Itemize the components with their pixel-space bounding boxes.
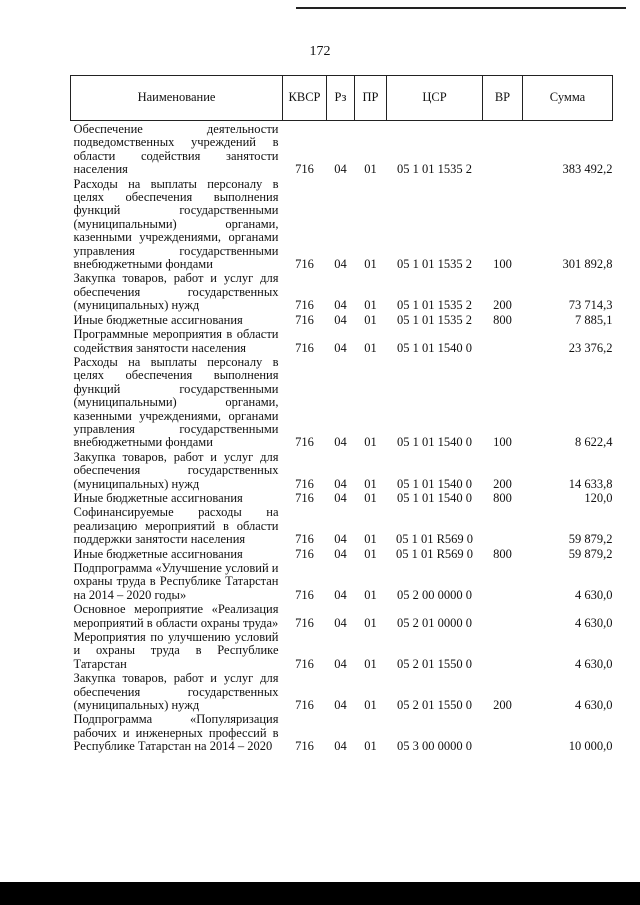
row-csr: 05 1 01 1535 2: [397, 312, 472, 327]
table-row: [71, 562, 613, 603]
header-pr: ПР: [355, 76, 387, 121]
table-row: [71, 631, 613, 672]
row-sum: 301 892,8: [562, 257, 613, 272]
row-rz: 04: [334, 532, 347, 547]
row-kvsr: 716: [295, 546, 314, 561]
row-name: Закупка товаров, работ и услуг для обеспечения государственных (муниципальных) нужд: [73, 271, 279, 313]
row-name: Иные бюджетные ассигнования: [73, 546, 243, 561]
scan-edge-bar: [0, 882, 640, 905]
row-sum: 120,0: [584, 490, 613, 505]
row-pr: 01: [364, 162, 377, 177]
row-csr: 05 1 01 1535 2: [397, 162, 472, 177]
row-csr: 05 2 01 0000 0: [397, 615, 472, 630]
row-rz: 04: [334, 298, 347, 313]
row-vr: [483, 121, 523, 178]
row-csr: 05 1 01 1535 2: [397, 257, 472, 272]
row-vr: 100: [493, 257, 512, 272]
row-name: Основное мероприятие «Реализация мероприятий в области охраны труда»: [73, 602, 279, 630]
row-pr: 01: [364, 257, 377, 272]
table-row: [71, 356, 613, 451]
row-vr: [483, 713, 523, 754]
table-row: [71, 672, 613, 713]
row-pr: 01: [364, 312, 377, 327]
row-rz: 04: [334, 739, 347, 754]
row-name: Закупка товаров, работ и услуг для обеспечения государственных (муниципальных) нужд: [73, 449, 279, 491]
row-csr: 05 1 01 1540 0: [397, 340, 472, 355]
row-sum: 59 879,2: [568, 532, 613, 547]
row-sum: 23 376,2: [568, 340, 613, 355]
row-sum: 59 879,2: [568, 546, 613, 561]
row-kvsr: 716: [295, 340, 314, 355]
row-name: Программные мероприятия в области содействия занятости населения: [73, 327, 279, 355]
table-row: [71, 121, 613, 178]
row-pr: 01: [364, 739, 377, 754]
header-vr: ВР: [483, 76, 523, 121]
row-sum: 73 714,3: [568, 298, 613, 313]
row-name: Подпрограмма «Популяризация рабочих и инженерных профессий в Республике Татарстан на 2014 – 2020: [73, 712, 279, 754]
row-csr: 05 1 01 1535 2: [397, 298, 472, 313]
table-row: [71, 314, 613, 328]
row-kvsr: 716: [295, 257, 314, 272]
row-name: Подпрограмма «Улучшение условий и охраны труда в Республике Татарстан на 2014 – 2020 годы»: [73, 561, 279, 602]
row-csr: 05 2 01 1550 0: [397, 656, 472, 671]
row-pr: 01: [364, 698, 377, 713]
table-row: [71, 548, 613, 562]
row-pr: 01: [364, 490, 377, 505]
row-kvsr: 716: [295, 162, 314, 177]
row-kvsr: 716: [295, 739, 314, 754]
row-sum: 383 492,2: [562, 162, 613, 177]
header-name: Наименование: [71, 76, 283, 121]
row-name: Мероприятия по улучшению условий и охраны труда в Республике Татарстан: [73, 630, 279, 671]
page-number: 172: [309, 44, 331, 59]
row-pr: 01: [364, 656, 377, 671]
top-rule: [296, 7, 626, 9]
row-pr: 01: [364, 340, 377, 355]
row-name: Иные бюджетные ассигнования: [73, 312, 243, 327]
row-rz: 04: [334, 340, 347, 355]
row-pr: 01: [364, 435, 377, 450]
table-row: [71, 451, 613, 492]
row-vr: 800: [493, 546, 512, 561]
table-row: [71, 178, 613, 273]
row-kvsr: 716: [295, 476, 314, 491]
row-pr: 01: [364, 587, 377, 602]
row-csr: 05 1 01 R569 0: [395, 546, 474, 561]
table-row: [71, 328, 613, 356]
row-kvsr: 716: [295, 298, 314, 313]
row-rz: 04: [334, 698, 347, 713]
row-pr: 01: [364, 532, 377, 547]
row-vr: 800: [493, 312, 512, 327]
table-row: [71, 713, 613, 754]
row-pr: 01: [364, 298, 377, 313]
row-pr: 01: [364, 476, 377, 491]
header-rz: Рз: [327, 76, 355, 121]
row-rz: 04: [334, 257, 347, 272]
table-row: [71, 506, 613, 547]
row-name: Софинансируемые расходы на реализацию мероприятий в области поддержки занятости населения: [73, 505, 279, 547]
row-vr: 800: [493, 490, 512, 505]
row-name: Закупка товаров, работ и услуг для обеспечения государственных (муниципальных) нужд: [73, 671, 279, 713]
row-sum: 4 630,0: [575, 615, 613, 630]
row-sum: 10 000,0: [568, 739, 613, 754]
row-sum: 4 630,0: [575, 587, 613, 602]
row-rz: 04: [334, 546, 347, 561]
row-kvsr: 716: [295, 698, 314, 713]
row-sum: 7 885,1: [575, 312, 613, 327]
row-rz: 04: [334, 615, 347, 630]
row-rz: 04: [334, 656, 347, 671]
row-sum: 4 630,0: [575, 698, 613, 713]
row-vr: 200: [493, 698, 512, 713]
row-kvsr: 716: [295, 490, 314, 505]
row-vr: [483, 562, 523, 603]
row-csr: 05 3 00 0000 0: [397, 739, 472, 754]
table-body: [71, 121, 613, 755]
row-name: Иные бюджетные ассигнования: [73, 490, 243, 505]
row-csr: 05 1 01 1540 0: [397, 476, 472, 491]
row-rz: 04: [334, 587, 347, 602]
row-vr: [483, 631, 523, 672]
row-pr: 01: [364, 546, 377, 561]
table-row: [71, 272, 613, 313]
table-row: [71, 492, 613, 506]
row-kvsr: 716: [295, 656, 314, 671]
row-vr: 100: [493, 435, 512, 450]
row-name: Расходы на выплаты персоналу в целях обеспечения выполнения функций государственными (муниципальными) органами, казенными учреждениями, органами управления государственными внебюджетными фондами: [73, 176, 279, 272]
header-csr: ЦСР: [387, 76, 483, 121]
row-kvsr: 716: [295, 435, 314, 450]
row-vr: [483, 506, 523, 547]
row-kvsr: 716: [295, 532, 314, 547]
row-name: Обеспечение деятельности подведомственных учреждений в области содействия занятости населения: [73, 122, 279, 177]
row-kvsr: 716: [295, 587, 314, 602]
row-csr: 05 2 01 1550 0: [397, 698, 472, 713]
row-pr: 01: [364, 615, 377, 630]
row-rz: 04: [334, 435, 347, 450]
row-kvsr: 716: [295, 312, 314, 327]
row-vr: [483, 328, 523, 356]
row-rz: 04: [334, 162, 347, 177]
row-rz: 04: [334, 312, 347, 327]
row-csr: 05 1 01 R569 0: [395, 532, 474, 547]
row-name: Расходы на выплаты персоналу в целях обеспечения выполнения функций государственными (муниципальными) органами, казенными учреждениями, органами управления государственными внебюджетными фондами: [73, 354, 279, 450]
table-header-row: [71, 76, 613, 121]
row-vr: 200: [493, 298, 512, 313]
header-sum: Сумма: [523, 76, 613, 121]
header-kvsr: КВСР: [283, 76, 327, 121]
row-vr: 200: [493, 476, 512, 491]
row-csr: 05 2 00 0000 0: [397, 587, 472, 602]
row-rz: 04: [334, 476, 347, 491]
budget-table: [70, 75, 613, 755]
row-sum: 4 630,0: [575, 656, 613, 671]
table-row: [71, 603, 613, 631]
row-csr: 05 1 01 1540 0: [397, 490, 472, 505]
row-sum: 8 622,4: [575, 435, 613, 450]
row-vr: [483, 603, 523, 631]
row-kvsr: 716: [295, 615, 314, 630]
row-sum: 14 633,8: [568, 476, 613, 491]
row-csr: 05 1 01 1540 0: [397, 435, 472, 450]
row-rz: 04: [334, 490, 347, 505]
